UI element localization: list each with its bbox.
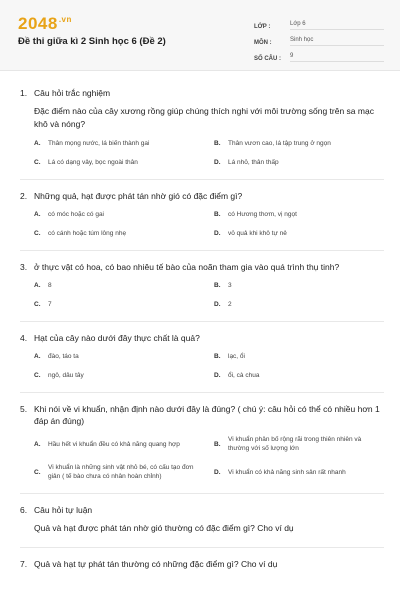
option-text: Lá nhỏ, thân thấp bbox=[228, 159, 279, 166]
option-text: lạc, ổi bbox=[228, 353, 245, 360]
divider bbox=[20, 179, 384, 180]
question-number: 7. bbox=[20, 559, 28, 569]
answer-option[interactable] bbox=[214, 463, 384, 481]
divider bbox=[20, 392, 384, 393]
meta-label: SỐ CÂU : bbox=[254, 56, 281, 62]
option-text: Thân vươn cao, lá tập trung ở ngọn bbox=[228, 140, 331, 147]
logo-text: 2048 bbox=[18, 14, 58, 33]
answer-option[interactable] bbox=[214, 435, 384, 453]
option-letter: A. bbox=[34, 211, 41, 218]
option-text: ổi, cà chua bbox=[228, 372, 260, 379]
answer-option[interactable] bbox=[34, 210, 204, 219]
option-letter: D. bbox=[214, 372, 221, 379]
option-text: Thân mọng nước, lá biến thành gai bbox=[48, 140, 150, 147]
divider bbox=[20, 493, 384, 494]
exam-title: Đề thi giữa kì 2 Sinh học 6 (Đề 2) bbox=[18, 36, 166, 47]
option-text: đào, táo ta bbox=[48, 353, 79, 360]
option-letter: B. bbox=[214, 440, 221, 448]
answer-option[interactable] bbox=[214, 371, 384, 380]
answer-option[interactable] bbox=[34, 281, 204, 290]
option-letter: B. bbox=[214, 211, 221, 218]
option-letter: C. bbox=[34, 230, 41, 237]
option-letter: C. bbox=[34, 468, 41, 476]
option-text: có móc hoặc có gai bbox=[48, 211, 105, 218]
question-text: Quả và hạt tự phát tán thường có những đặc điểm gì? Cho ví dụ bbox=[34, 559, 278, 569]
meta-value: Lớp 6 bbox=[290, 21, 384, 30]
answer-options bbox=[34, 139, 384, 167]
exam-meta bbox=[254, 14, 384, 62]
question-number: 5. bbox=[20, 404, 28, 414]
question-text: Khi nói về vi khuẩn, nhận định nào dưới đây là đúng? ( chú ý: câu hỏi có thể có nhiều hơn 1 đáp án đúng) bbox=[34, 404, 380, 426]
exam-header bbox=[0, 0, 400, 71]
meta-value: Sinh học bbox=[290, 37, 384, 46]
logo-suffix: .vn bbox=[58, 15, 72, 25]
option-letter: D. bbox=[214, 159, 221, 166]
question-number: 3. bbox=[20, 262, 28, 272]
answer-option[interactable] bbox=[214, 229, 384, 238]
option-text: Vi khuẩn phân bố rộng rãi trong thiên nhiên và thường với số lượng lớn bbox=[228, 436, 362, 452]
answer-option[interactable] bbox=[34, 435, 204, 453]
answer-option[interactable] bbox=[34, 300, 204, 309]
meta-value: 9 bbox=[290, 53, 384, 62]
option-text: có Hương thơm, vị ngọt bbox=[228, 211, 297, 218]
exam-content bbox=[0, 71, 400, 570]
option-letter: C. bbox=[34, 372, 41, 379]
answer-options bbox=[34, 281, 384, 309]
option-text: có cánh hoặc túm lông nhẹ bbox=[48, 230, 127, 237]
meta-label: LỚP : bbox=[254, 24, 271, 30]
option-text: Hầu hết vi khuẩn đều có khả năng quang hợp bbox=[48, 440, 180, 448]
answer-option[interactable] bbox=[214, 281, 384, 290]
question-4 bbox=[20, 332, 384, 393]
question-3 bbox=[20, 261, 384, 322]
answer-option[interactable] bbox=[34, 158, 204, 167]
meta-label: MÔN : bbox=[254, 40, 272, 46]
answer-option[interactable] bbox=[34, 371, 204, 380]
question-text: Câu hỏi tự luận bbox=[34, 505, 93, 515]
option-letter: B. bbox=[214, 140, 221, 147]
answer-options bbox=[34, 352, 384, 380]
option-letter: A. bbox=[34, 282, 41, 289]
question-text: Câu hỏi trắc nghiệm bbox=[34, 88, 111, 98]
answer-options bbox=[34, 435, 384, 481]
option-letter: A. bbox=[34, 353, 41, 360]
option-text: Lá có dạng vảy, bọc ngoài thân bbox=[48, 159, 138, 166]
question-text: Những quả, hạt được phát tán nhờ gió có đặc điểm gì? bbox=[34, 191, 243, 201]
option-text: Vi khuẩn có khả năng sinh sản rất nhanh bbox=[228, 468, 346, 476]
answer-option[interactable] bbox=[34, 352, 204, 361]
meta-subject-row bbox=[254, 30, 384, 46]
answer-option[interactable] bbox=[34, 139, 204, 148]
meta-class-row bbox=[254, 14, 384, 30]
divider bbox=[20, 547, 384, 548]
option-letter: D. bbox=[214, 230, 221, 237]
answer-option[interactable] bbox=[34, 463, 204, 481]
answer-option[interactable] bbox=[34, 229, 204, 238]
divider bbox=[20, 250, 384, 251]
option-letter: B. bbox=[214, 282, 221, 289]
option-letter: D. bbox=[214, 301, 221, 308]
answer-options bbox=[34, 210, 384, 238]
option-text: 3 bbox=[228, 282, 232, 289]
question-6 bbox=[20, 504, 384, 548]
question-number: 2. bbox=[20, 191, 28, 201]
option-text: vỏ quả khi khô tự nẻ bbox=[228, 230, 287, 237]
answer-option[interactable] bbox=[214, 300, 384, 309]
question-body: Đặc điểm nào của cây xương rồng giúp chúng thích nghi với môi trường sống trên sa mạc khô và nóng? bbox=[34, 106, 374, 129]
answer-option[interactable] bbox=[214, 210, 384, 219]
question-7 bbox=[20, 558, 384, 570]
answer-option[interactable] bbox=[214, 158, 384, 167]
option-letter: A. bbox=[34, 140, 41, 147]
option-letter: A. bbox=[34, 440, 41, 448]
divider bbox=[20, 321, 384, 322]
option-letter: C. bbox=[34, 301, 41, 308]
option-text: 8 bbox=[48, 282, 52, 289]
question-2 bbox=[20, 190, 384, 251]
question-number: 1. bbox=[20, 88, 28, 98]
option-text: Vi khuẩn là những sinh vật nhỏ bé, có cấu tạo đơn giản ( tế bào chưa có nhân hoàn chỉnh) bbox=[48, 464, 194, 480]
option-text: 7 bbox=[48, 301, 52, 308]
option-text: ngô, dâu tây bbox=[48, 372, 84, 379]
option-letter: D. bbox=[214, 468, 221, 476]
answer-option[interactable] bbox=[214, 352, 384, 361]
question-body: Quả và hạt được phát tán nhờ gió thường có đặc điểm gì? Cho ví dụ bbox=[34, 523, 294, 533]
question-text: ở thực vật có hoa, có bao nhiêu tế bào của noãn tham gia vào quá trình thụ tinh? bbox=[34, 262, 340, 272]
meta-count-row bbox=[254, 46, 384, 62]
option-text: 2 bbox=[228, 301, 232, 308]
option-letter: B. bbox=[214, 353, 221, 360]
question-text: Hạt của cây nào dưới đây thực chất là quả? bbox=[34, 333, 200, 343]
option-letter: C. bbox=[34, 159, 41, 166]
site-logo[interactable] bbox=[18, 14, 72, 34]
question-number: 6. bbox=[20, 505, 28, 515]
question-1 bbox=[20, 87, 384, 180]
answer-option[interactable] bbox=[214, 139, 384, 148]
question-number: 4. bbox=[20, 333, 28, 343]
question-5 bbox=[20, 403, 384, 494]
